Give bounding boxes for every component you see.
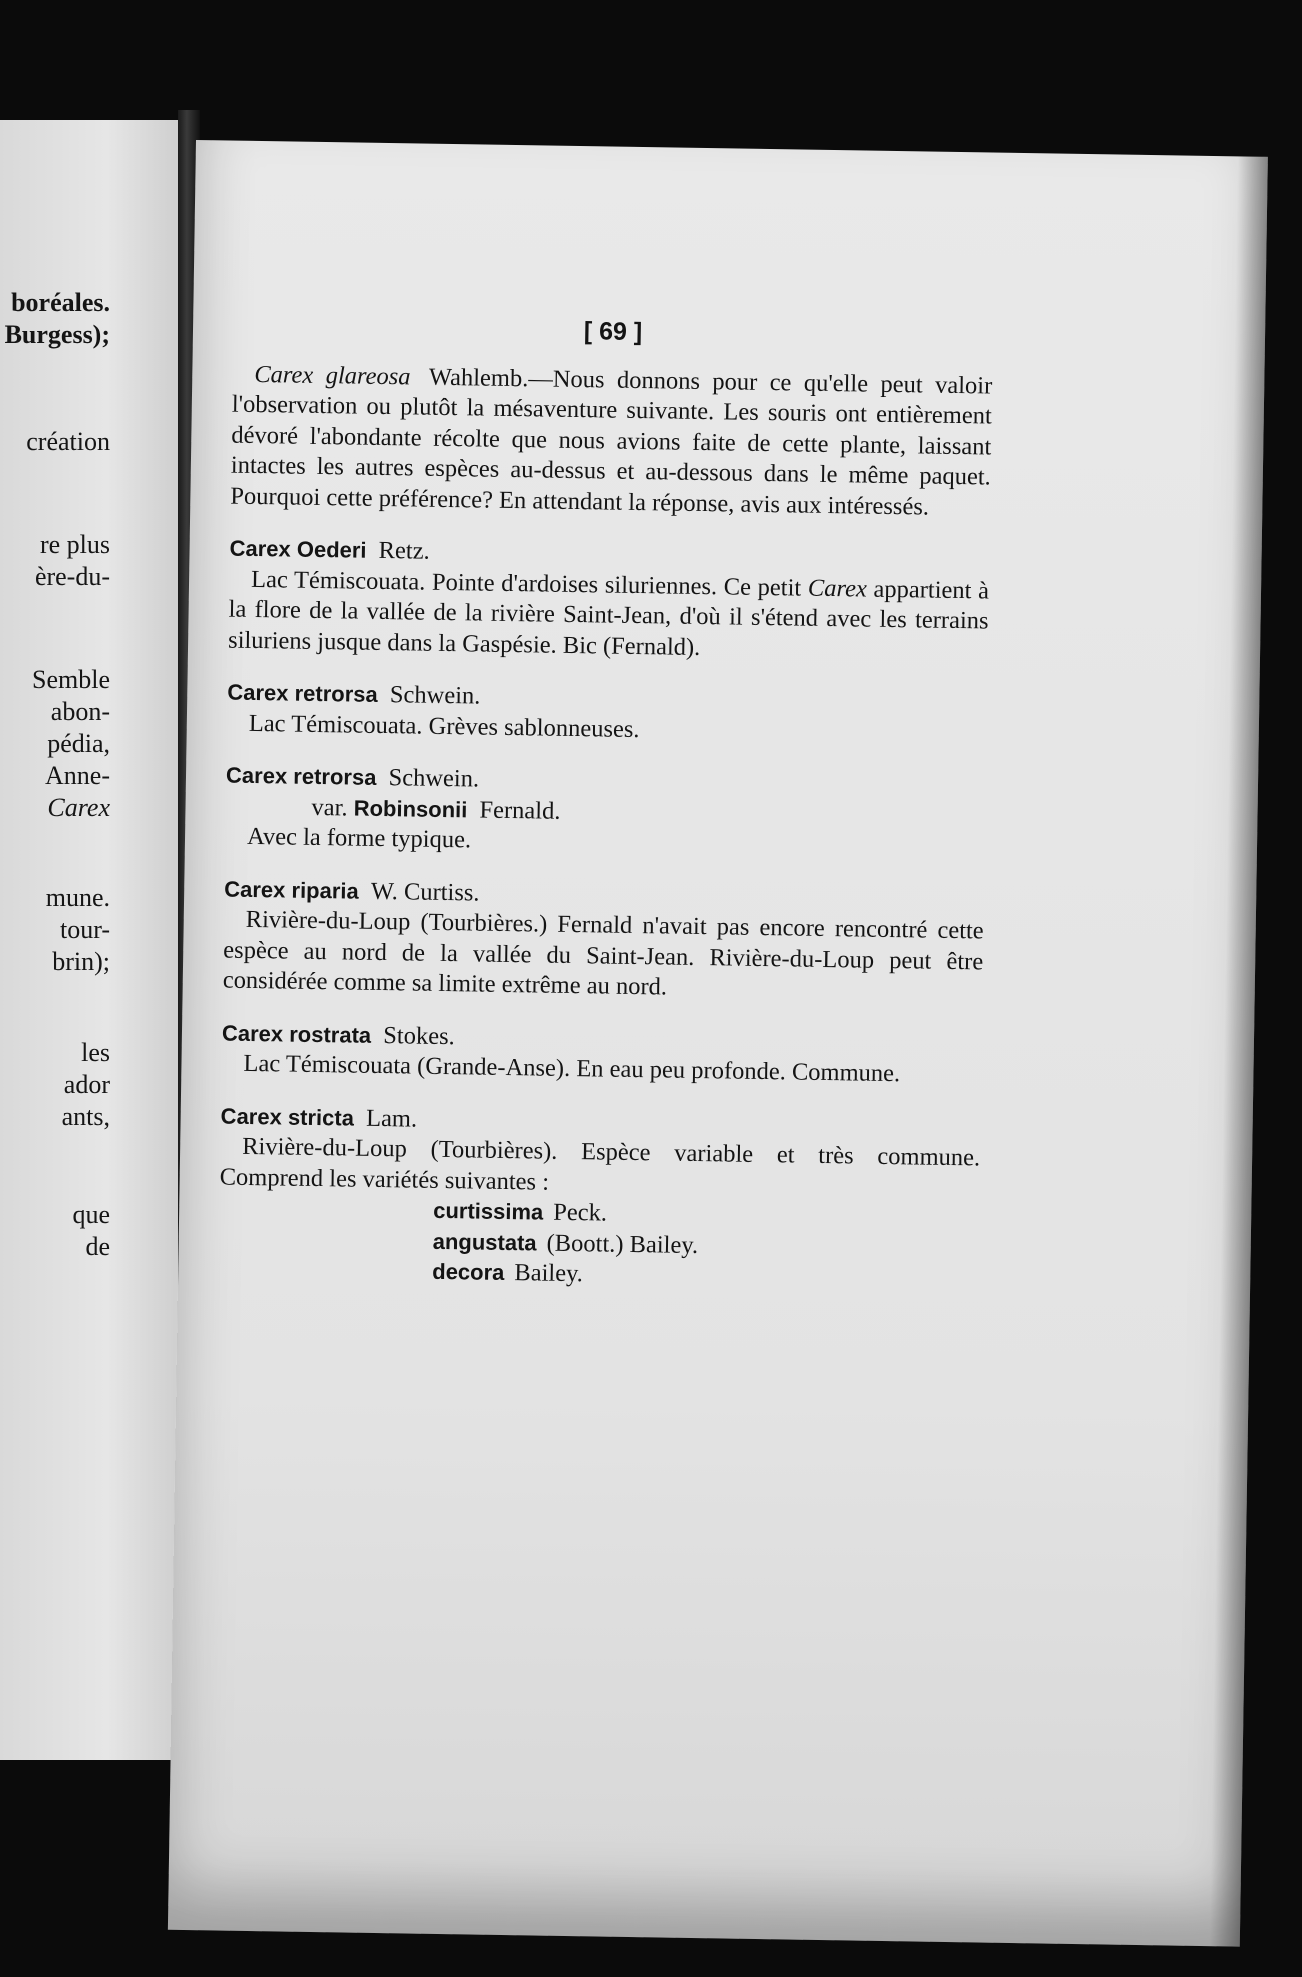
left-page-fragment: de xyxy=(85,1232,110,1261)
species-entry xyxy=(230,359,992,523)
species-entry xyxy=(227,678,988,751)
species-name: Carex rostrata xyxy=(221,1020,372,1048)
species-description: —Nous donnons pour ce qu'elle peut valoir l'observation ou plutôt la mésaventure suivante. Les souris ont entièrement dévoré l'abondante récolte que nous avions faite de cette plante, laissant intactes les autres espèces au-dessus et au-dessous dans le même paquet. Pourquoi cette préférence? En attendant la réponse, avis aux intéressés. xyxy=(230,364,993,521)
species-entry xyxy=(221,1018,982,1091)
species-name: Carex riparia xyxy=(224,876,359,904)
species-author: Stokes. xyxy=(383,1021,455,1050)
variety-author: Peck. xyxy=(553,1198,608,1227)
species-entry xyxy=(218,1101,981,1296)
species-description-cont: appartient à la flore de la vallée de la rivière Saint-Jean, d'où il s'étend avec les terrains siluriens jusque dans la Gaspésie. Bic (Fernald). xyxy=(227,575,990,661)
left-page-fragment: ants, xyxy=(61,1102,110,1131)
species-name: Carex Oederi xyxy=(229,535,367,563)
left-page-fragment: abon- xyxy=(50,697,110,726)
variety-author: (Boott.) Bailey. xyxy=(546,1229,699,1259)
species-description: Lac Témiscouata. Grèves sablonneuses. xyxy=(248,709,640,743)
left-page-fragment: pédia, xyxy=(47,729,110,758)
left-page-fragment: Burgess); xyxy=(4,320,110,349)
species-description: Rivière-du-Loup (Tourbières). Espèce variable et très commune. Comprend les variétés suivantes : xyxy=(219,1132,981,1196)
left-page-fragment: Semble xyxy=(32,665,110,694)
variety-author: Bailey. xyxy=(514,1259,584,1288)
page-number: [ 69 ] xyxy=(583,317,643,347)
species-entry xyxy=(225,761,986,864)
species-description: Rivière-du-Loup (Tourbières.) Fernald n'avait pas encore rencontré cette espèce au nord de la vallée du Saint-Jean. Rivière-du-Loup peut être considérée comme sa limite extrême au nord. xyxy=(222,905,984,1001)
variety-author: Fernald. xyxy=(479,796,561,825)
italic-genus: Carex xyxy=(807,574,868,603)
left-page-fragment: que xyxy=(72,1200,110,1229)
left-page-fragment: boréales. xyxy=(11,288,110,317)
left-page-fragment: brin); xyxy=(52,947,110,976)
species-author: Schwein. xyxy=(388,764,480,793)
page-edge-shadow xyxy=(1210,156,1268,1946)
left-page-fragment: mune. xyxy=(45,883,110,912)
left-page-fragment: Anne- xyxy=(45,761,110,790)
species-author: W. Curtiss. xyxy=(370,877,480,907)
previous-page-edge xyxy=(0,120,178,1760)
left-page-fragment: re plus xyxy=(39,530,110,559)
species-name: Carex stricta xyxy=(220,1103,355,1131)
species-entry xyxy=(228,534,990,668)
species-author: Wahlemb. xyxy=(428,363,529,392)
left-page-fragment: ère-du- xyxy=(34,562,110,591)
left-page-fragment: Carex xyxy=(47,793,110,822)
variety-name: curtissima xyxy=(433,1197,544,1225)
species-description: Avec la forme typique. xyxy=(246,822,472,854)
species-name: Carex retrorsa xyxy=(225,762,377,790)
left-page-fragment: création xyxy=(26,427,110,456)
variety-name: Robinsonii xyxy=(353,795,468,822)
species-name: Carex retrorsa xyxy=(227,679,378,707)
book-page xyxy=(168,140,1268,1947)
var-prefix: var. xyxy=(311,793,348,821)
variety-name: decora xyxy=(432,1258,505,1285)
species-description: Lac Témiscouata (Grande-Anse). En eau peu profonde. Commune. xyxy=(243,1049,901,1088)
species-name: Carex glareosa xyxy=(254,360,411,390)
page-content xyxy=(218,311,994,1318)
left-page-fragment: les xyxy=(81,1038,110,1067)
species-author: Schwein. xyxy=(389,681,481,710)
species-author: Lam. xyxy=(365,1104,418,1133)
species-description: Lac Témiscouata. Pointe d'ardoises siluriennes. Ce petit xyxy=(250,565,809,602)
left-page-fragment: ador xyxy=(63,1070,110,1099)
species-author: Retz. xyxy=(378,536,430,565)
variety-name: angustata xyxy=(432,1228,537,1255)
species-entry xyxy=(223,874,985,1008)
left-page-fragment: tour- xyxy=(59,915,110,944)
